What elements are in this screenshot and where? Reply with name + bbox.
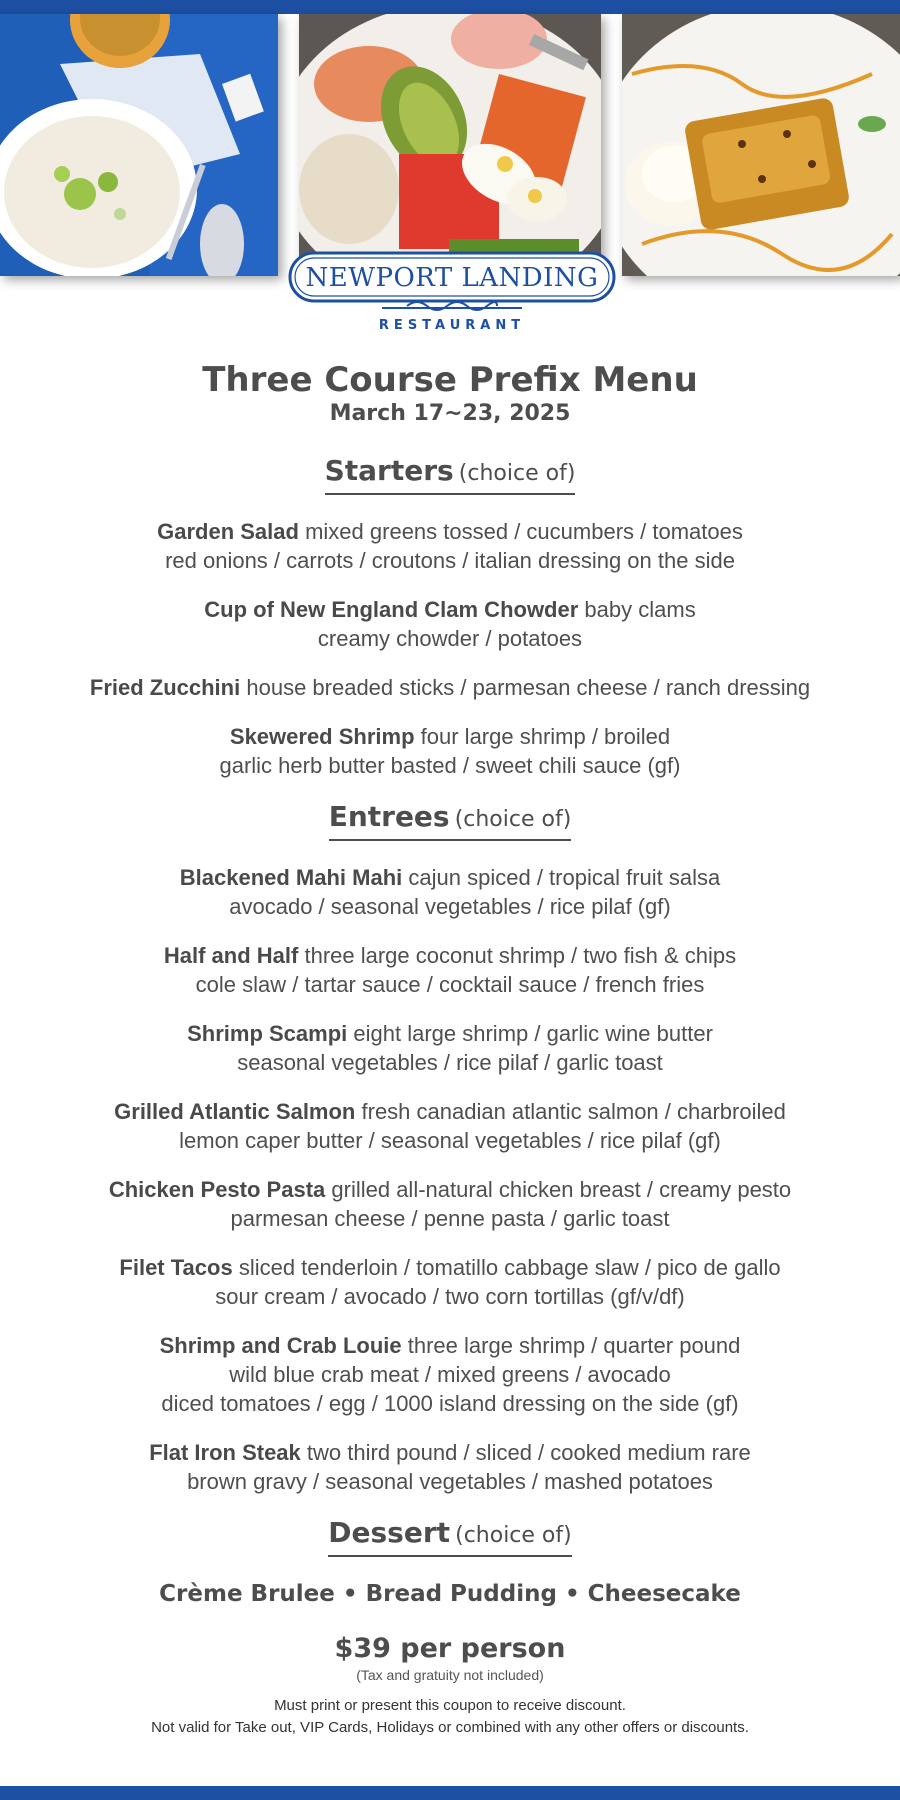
item-name: Cup of New England Clam Chowder (204, 597, 579, 622)
item-desc: mixed greens tossed / cucumbers / tomatoes (305, 519, 743, 544)
item-desc: house breaded sticks / parmesan cheese / ranch dressing (246, 675, 811, 700)
starters-choice: (choice of) (458, 461, 576, 486)
item-desc: fresh canadian atlantic salmon / charbroiled (361, 1099, 786, 1124)
item-desc: creamy chowder / potatoes (317, 626, 583, 651)
menu-item (0, 1331, 900, 1418)
item-name: Grilled Atlantic Salmon (114, 1099, 356, 1124)
item-desc: brown gravy / seasonal vegetables / mashed potatoes (187, 1469, 713, 1494)
item-desc: lemon caper butter / seasonal vegetables / rice pilaf (gf) (179, 1128, 721, 1153)
crab-louie-salad-photo (299, 14, 601, 276)
item-desc: wild blue crab meat / mixed greens / avocado (229, 1362, 671, 1387)
prefix-menu (0, 360, 900, 1739)
item-desc: cole slaw / tartar sauce / cocktail sauce / french fries (195, 972, 705, 997)
item-desc: eight large shrimp / garlic wine butter (353, 1021, 713, 1046)
item-name: Chicken Pesto Pasta (108, 1177, 326, 1202)
item-desc: two third pound / sliced / cooked medium rare (306, 1440, 751, 1465)
top-blue-band (0, 0, 900, 14)
item-name: Garden Salad (157, 519, 299, 544)
menu-item (0, 673, 900, 702)
clam-chowder-photo (0, 14, 278, 276)
item-name: Skewered Shrimp (229, 724, 415, 749)
dessert-options: Crème Brulee • Bread Pudding • Cheesecake (159, 1581, 741, 1607)
starters-heading (0, 454, 900, 495)
item-desc: red onions / carrots / croutons / italian dressing on the side (165, 548, 735, 573)
item-name: Half and Half (163, 943, 299, 968)
item-name: Flat Iron Steak (149, 1440, 301, 1465)
menu-item (0, 863, 900, 921)
tax-note: (Tax and gratuity not included) (356, 1667, 544, 1683)
fine-print-line: Not valid for Take out, VIP Cards, Holidays or combined with any other offers or discounts. (151, 1719, 749, 1736)
item-name: Blackened Mahi Mahi (179, 865, 403, 890)
menu-item (0, 1253, 900, 1311)
entrees-choice: (choice of) (454, 807, 572, 832)
restaurant-logo (287, 250, 617, 340)
menu-item (0, 1438, 900, 1496)
bottom-blue-band (0, 1786, 900, 1800)
starters-title: Starters (324, 454, 454, 487)
item-desc: three large shrimp / quarter pound (407, 1333, 741, 1358)
bread-pudding-photo (622, 14, 900, 276)
menu-item (0, 1019, 900, 1077)
item-desc: sour cream / avocado / two corn tortillas (gf/v/df) (215, 1284, 685, 1309)
menu-item (0, 941, 900, 999)
item-desc: sliced tenderloin / tomatillo cabbage slaw / pico de gallo (238, 1255, 781, 1280)
menu-item (0, 517, 900, 575)
entrees-heading (0, 800, 900, 841)
item-desc: seasonal vegetables / rice pilaf / garlic toast (237, 1050, 663, 1075)
dessert-heading (0, 1516, 900, 1557)
item-desc: three large coconut shrimp / two fish & chips (304, 943, 737, 968)
item-name: Fried Zucchini (89, 675, 241, 700)
item-desc: cajun spiced / tropical fruit salsa (408, 865, 721, 890)
logo-wordmark: NEWPORT LANDING (305, 263, 599, 293)
item-desc: baby clams (584, 597, 696, 622)
menu-title: Three Course Prefix Menu (202, 360, 698, 400)
menu-dates: March 17~23, 2025 (329, 401, 571, 426)
dessert-title: Dessert (328, 1516, 451, 1549)
item-desc: avocado / seasonal vegetables / rice pilaf (gf) (229, 894, 671, 919)
menu-item (0, 722, 900, 780)
item-desc: diced tomatoes / egg / 1000 island dressing on the side (gf) (161, 1391, 739, 1416)
item-desc: four large shrimp / broiled (420, 724, 671, 749)
menu-price: $39 per person (334, 1633, 566, 1664)
item-desc: grilled all-natural chicken breast / creamy pesto (331, 1177, 792, 1202)
dessert-choice: (choice of) (455, 1523, 572, 1548)
item-desc: parmesan cheese / penne pasta / garlic toast (230, 1206, 670, 1231)
item-desc: garlic herb butter basted / sweet chili sauce (gf) (219, 753, 681, 778)
entrees-title: Entrees (328, 800, 450, 833)
item-name: Shrimp and Crab Louie (159, 1333, 402, 1358)
menu-item (0, 1097, 900, 1155)
item-name: Shrimp Scampi (187, 1021, 348, 1046)
menu-item (0, 1175, 900, 1233)
item-name: Filet Tacos (119, 1255, 233, 1280)
logo-subtitle: RESTAURANT (378, 318, 526, 333)
fine-print-line: Must print or present this coupon to receive discount. (274, 1697, 626, 1714)
menu-item (0, 595, 900, 653)
